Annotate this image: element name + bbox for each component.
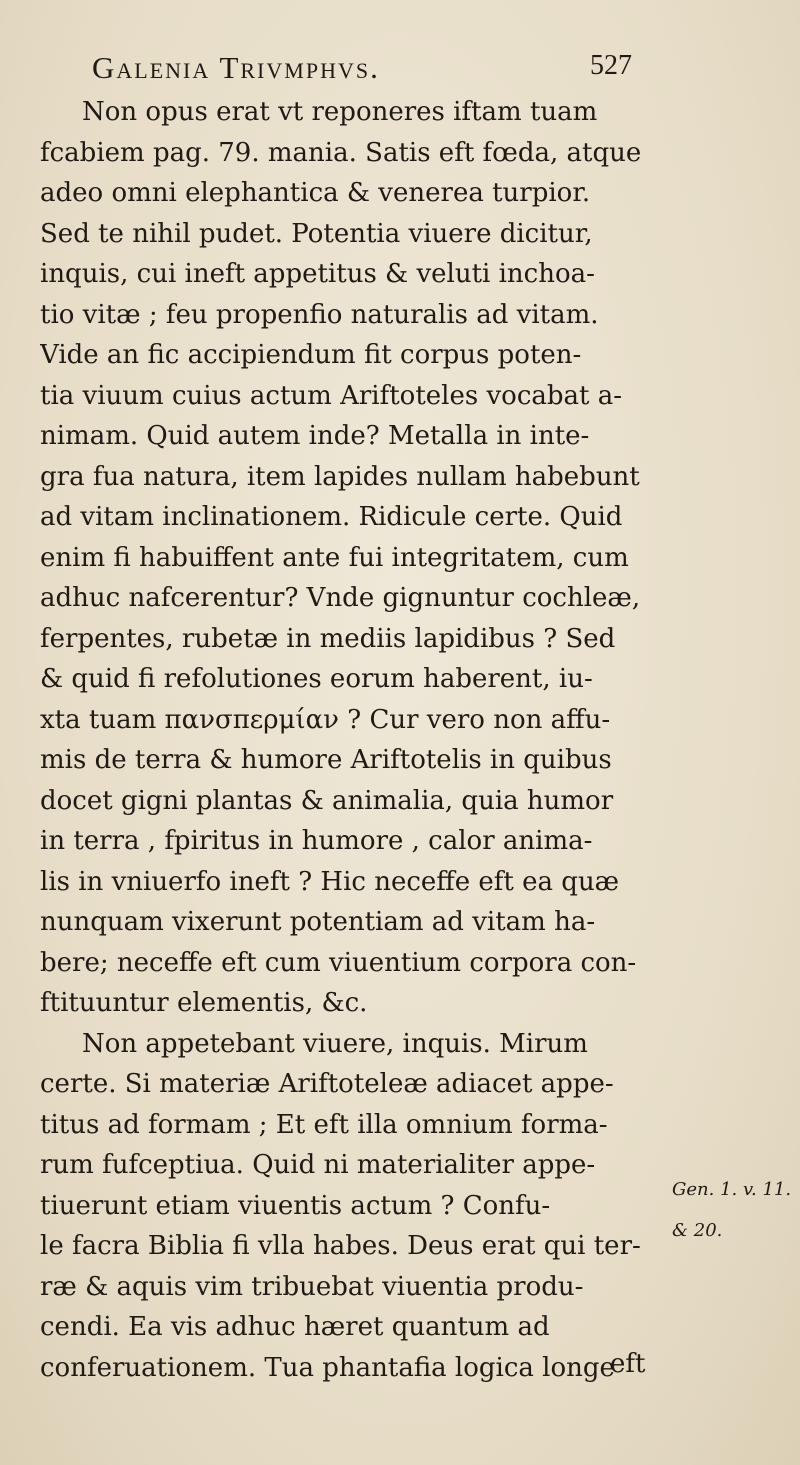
text-line: mis de terra & humore Ariftotelis in quibus <box>40 745 612 775</box>
page-header <box>92 50 632 90</box>
text-line: adhuc nafcerentur? Vnde gignuntur cochleæ, <box>40 583 641 613</box>
text-line: in terra , fpiritus in humore , calor anima- <box>40 826 593 856</box>
text-line: ræ & aquis vim tribuebat viuentia produ- <box>40 1271 584 1302</box>
running-title: Galenia Trivmphvs. <box>92 50 380 85</box>
text-line: xta tuam πανσπερμίαν ? Cur vero non affu- <box>40 704 611 735</box>
text-line: rum fufceptiua. Quid ni materialiter appe- <box>40 1150 596 1180</box>
text-line: nimam. Quid autem inde? Metalla in inte- <box>40 421 590 451</box>
text-line: fcabiem pag. 79. mania. Satis eft fœda, atque <box>40 137 642 168</box>
text-line: titus ad formam ; Et eft illa omnium forma- <box>40 1109 608 1140</box>
text-line: Sed te nihil pudet. Potentia viuere dicitur, <box>40 218 593 249</box>
text-line: ferpentes, rubetæ in mediis lapidibus ? Sed <box>40 623 616 654</box>
catchword: eft <box>610 1349 646 1379</box>
text-line: lis in vniuerfo ineft ? Hic neceffe eft ea quæ <box>40 866 620 897</box>
paragraph-first-line: Non opus erat vt reponeres iftam tuam <box>82 97 598 127</box>
text-line: gra fua natura, item lapides nullam habebunt <box>40 461 640 492</box>
text-line: cendi. Ea vis adhuc hæret quantum ad <box>40 1312 550 1342</box>
text-line: & quid fi refolutiones eorum haberent, iu- <box>40 664 593 694</box>
text-line: docet gigni plantas & animalia, quia humor <box>40 785 614 816</box>
text-line: enim fi habuiffent ante fui integritatem, cum <box>40 542 629 573</box>
text-line: ad vitam inclinationem. Ridicule certe. Quid <box>40 502 623 532</box>
text-line: adeo omni elephantica & venerea turpior. <box>40 178 591 208</box>
text-line: tio vitæ ; feu propenfio naturalis ad vitam. <box>40 299 599 330</box>
text-line: tia viuum cuius actum Ariftoteles vocabat a- <box>40 380 623 411</box>
text-line: nunquam vixerunt potentiam ad vitam ha- <box>40 907 596 937</box>
margin-note-reference: Gen. 1. v. 11. <box>672 1179 792 1200</box>
text-line: certe. Si materiæ Ariftoteleæ adiacet appe- <box>40 1069 614 1099</box>
text-line: le facra Biblia fi vlla habes. Deus erat qui ter- <box>40 1231 641 1261</box>
margin-notes <box>672 1170 796 1251</box>
text-line: tiuerunt etiam viuentis actum ? Confu- <box>40 1190 551 1221</box>
text-line: Vide an fic accipiendum fit corpus poten- <box>40 340 582 370</box>
page-number: 527 <box>590 50 632 81</box>
text-line: inquis, cui ineft appetitus & veluti inchoa- <box>40 259 595 289</box>
paragraph-first-line: Non appetebant viuere, inquis. Mirum <box>82 1028 588 1059</box>
body-text <box>40 92 660 1388</box>
text-line: bere; neceffe eft cum viuentium corpora con- <box>40 947 637 978</box>
text-line: conferuationem. Tua phantafia logica longe <box>40 1352 615 1383</box>
margin-note-reference: & 20. <box>672 1219 723 1241</box>
text-line: ftituuntur elementis, &c. <box>40 988 368 1018</box>
